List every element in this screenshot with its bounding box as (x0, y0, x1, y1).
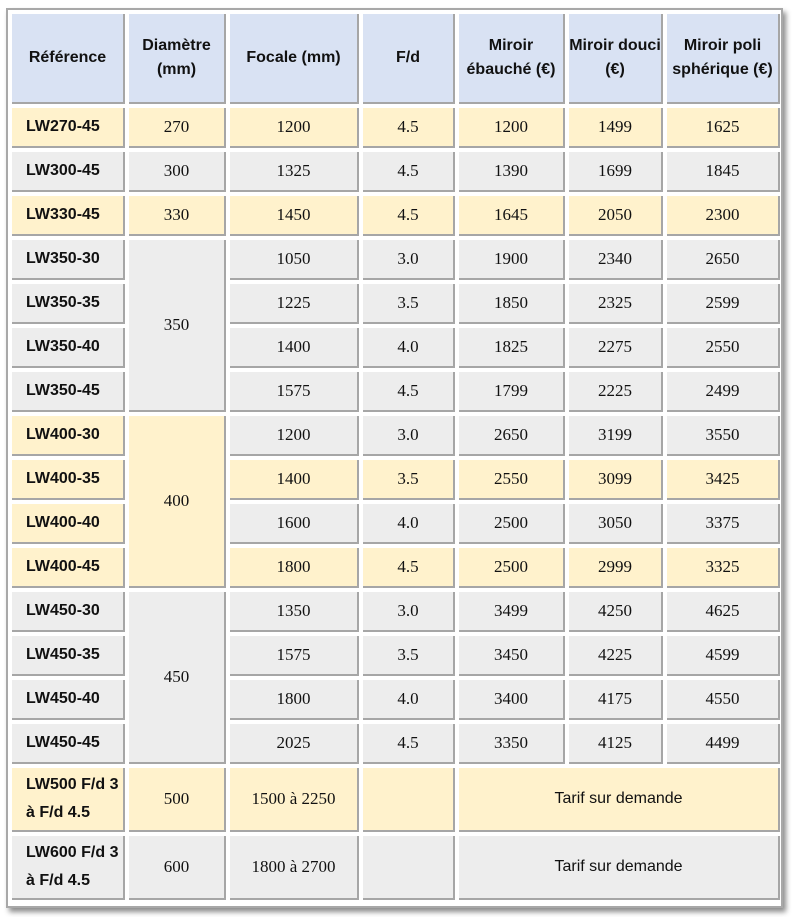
cell-fd: 3.5 (363, 284, 455, 324)
table-row (12, 196, 780, 236)
cell-price-ground: 2050 (569, 196, 663, 236)
cell-fd: 4.0 (363, 680, 455, 720)
cell-fd: 4.5 (363, 196, 455, 236)
table-row (12, 680, 780, 720)
cell-price-ground: 2325 (569, 284, 663, 324)
cell-price-rough: 2500 (459, 504, 565, 544)
cell-price-rough: 3400 (459, 680, 565, 720)
cell-reference: LW450-40 (12, 680, 125, 720)
cell-diameter: 500 (129, 768, 226, 832)
cell-focal: 1800 (230, 680, 359, 720)
cell-diameter: 270 (129, 108, 226, 148)
header-row (12, 14, 780, 104)
cell-price-on-request: Tarif sur demande (459, 768, 780, 832)
cell-price-rough: 1645 (459, 196, 565, 236)
cell-focal: 1500 à 2250 (230, 768, 359, 832)
cell-price-ground: 3099 (569, 460, 663, 500)
table-row (12, 504, 780, 544)
cell-fd: 3.0 (363, 592, 455, 632)
cell-price-polished: 2499 (667, 372, 780, 412)
cell-diameter: 300 (129, 152, 226, 192)
cell-reference: LW270-45 (12, 108, 125, 148)
cell-price-rough: 1390 (459, 152, 565, 192)
cell-focal: 1800 (230, 548, 359, 588)
cell-price-ground: 4175 (569, 680, 663, 720)
cell-fd: 4.5 (363, 372, 455, 412)
cell-price-rough: 3350 (459, 724, 565, 764)
cell-diameter: 450 (129, 592, 226, 764)
table-row (12, 372, 780, 412)
cell-focal: 1400 (230, 460, 359, 500)
cell-focal: 2025 (230, 724, 359, 764)
cell-price-ground: 2225 (569, 372, 663, 412)
table-row (12, 836, 780, 900)
cell-price-polished: 2599 (667, 284, 780, 324)
cell-price-rough: 3450 (459, 636, 565, 676)
cell-focal: 1450 (230, 196, 359, 236)
cell-reference: LW400-40 (12, 504, 125, 544)
cell-fd: 3.0 (363, 416, 455, 456)
cell-fd: 4.5 (363, 724, 455, 764)
header-focal: Focale (mm) (230, 14, 359, 104)
cell-fd: 3.0 (363, 240, 455, 280)
cell-price-on-request: Tarif sur demande (459, 836, 780, 900)
price-table-frame (6, 8, 783, 908)
header-mirror-ground: Miroir douci (€) (569, 14, 663, 104)
cell-price-polished: 4599 (667, 636, 780, 676)
header-diameter: Diamètre (mm) (129, 14, 226, 104)
header-mirror-polished: Miroir poli sphérique (€) (667, 14, 780, 104)
cell-diameter: 400 (129, 416, 226, 588)
table-row (12, 768, 780, 832)
cell-focal: 1575 (230, 372, 359, 412)
table-row (12, 108, 780, 148)
cell-price-polished: 3425 (667, 460, 780, 500)
cell-price-ground: 3050 (569, 504, 663, 544)
cell-price-rough: 1799 (459, 372, 565, 412)
cell-price-polished: 3550 (667, 416, 780, 456)
table-row (12, 152, 780, 192)
cell-fd: 3.5 (363, 460, 455, 500)
cell-reference: LW350-30 (12, 240, 125, 280)
table-row (12, 284, 780, 324)
cell-price-ground: 3199 (569, 416, 663, 456)
header-fd: F/d (363, 14, 455, 104)
cell-reference: LW400-30 (12, 416, 125, 456)
cell-focal: 1575 (230, 636, 359, 676)
cell-focal: 1225 (230, 284, 359, 324)
cell-diameter: 350 (129, 240, 226, 412)
cell-price-polished: 2300 (667, 196, 780, 236)
cell-focal: 1800 à 2700 (230, 836, 359, 900)
cell-reference: LW350-40 (12, 328, 125, 368)
cell-price-ground: 1499 (569, 108, 663, 148)
cell-reference: LW450-35 (12, 636, 125, 676)
cell-price-rough: 1900 (459, 240, 565, 280)
cell-fd: 4.0 (363, 328, 455, 368)
cell-reference: LW330-45 (12, 196, 125, 236)
cell-price-rough: 1825 (459, 328, 565, 368)
cell-price-polished: 1845 (667, 152, 780, 192)
cell-focal: 1400 (230, 328, 359, 368)
cell-fd: 4.5 (363, 548, 455, 588)
table-row (12, 240, 780, 280)
cell-price-polished: 4499 (667, 724, 780, 764)
cell-reference: LW350-35 (12, 284, 125, 324)
cell-price-polished: 1625 (667, 108, 780, 148)
cell-reference: LW450-30 (12, 592, 125, 632)
cell-diameter: 600 (129, 836, 226, 900)
cell-price-polished: 4550 (667, 680, 780, 720)
header-mirror-rough: Miroir ébauché (€) (459, 14, 565, 104)
cell-price-ground: 1699 (569, 152, 663, 192)
cell-reference: LW350-45 (12, 372, 125, 412)
cell-fd: 4.5 (363, 108, 455, 148)
cell-reference: LW500 F/d 3 à F/d 4.5 (12, 768, 125, 832)
table-row (12, 416, 780, 456)
cell-price-rough: 1850 (459, 284, 565, 324)
table-row (12, 636, 780, 676)
table-row (12, 724, 780, 764)
cell-price-polished: 4625 (667, 592, 780, 632)
cell-price-ground: 4125 (569, 724, 663, 764)
cell-price-ground: 2340 (569, 240, 663, 280)
cell-focal: 1325 (230, 152, 359, 192)
cell-price-ground: 4225 (569, 636, 663, 676)
cell-reference: LW400-45 (12, 548, 125, 588)
cell-focal: 1350 (230, 592, 359, 632)
cell-price-polished: 2650 (667, 240, 780, 280)
cell-price-ground: 4250 (569, 592, 663, 632)
cell-reference: LW400-35 (12, 460, 125, 500)
cell-fd: 4.5 (363, 152, 455, 192)
cell-fd: 3.5 (363, 636, 455, 676)
table-row (12, 460, 780, 500)
cell-price-ground: 2999 (569, 548, 663, 588)
cell-focal: 1600 (230, 504, 359, 544)
cell-focal: 1200 (230, 108, 359, 148)
cell-reference: LW300-45 (12, 152, 125, 192)
cell-price-polished: 3325 (667, 548, 780, 588)
cell-focal: 1050 (230, 240, 359, 280)
cell-price-polished: 3375 (667, 504, 780, 544)
cell-price-rough: 2500 (459, 548, 565, 588)
cell-price-rough: 3499 (459, 592, 565, 632)
cell-reference: LW450-45 (12, 724, 125, 764)
cell-price-rough: 2550 (459, 460, 565, 500)
cell-reference: LW600 F/d 3 à F/d 4.5 (12, 836, 125, 900)
cell-fd (363, 768, 455, 832)
cell-price-polished: 2550 (667, 328, 780, 368)
table-row (12, 328, 780, 368)
price-table (8, 10, 784, 904)
header-reference: Référence (12, 14, 125, 104)
table-row (12, 548, 780, 588)
cell-focal: 1200 (230, 416, 359, 456)
cell-price-rough: 2650 (459, 416, 565, 456)
cell-fd: 4.0 (363, 504, 455, 544)
cell-fd (363, 836, 455, 900)
cell-price-ground: 2275 (569, 328, 663, 368)
table-row (12, 592, 780, 632)
cell-price-rough: 1200 (459, 108, 565, 148)
cell-diameter: 330 (129, 196, 226, 236)
